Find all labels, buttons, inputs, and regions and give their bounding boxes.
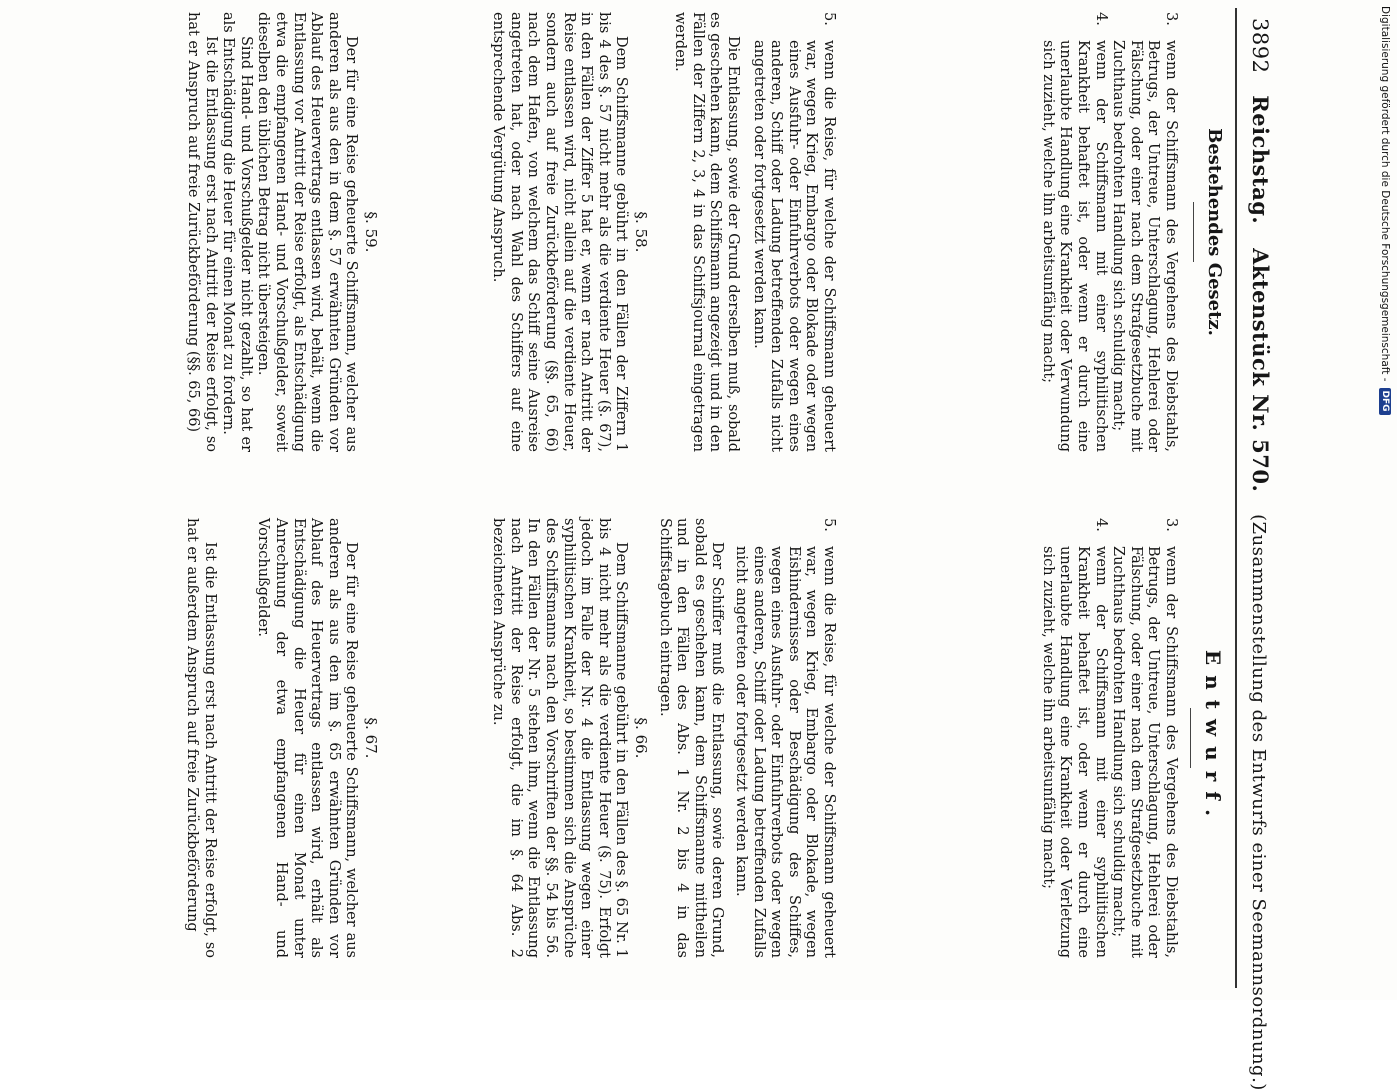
column-heading-rule-right: [1190, 708, 1191, 768]
column-draft: [69, 518, 1229, 958]
watermark-line: [1376, 6, 1394, 996]
page-header: [1237, 8, 1277, 1091]
left-item-3: [1109, 12, 1179, 452]
left-item-4: [1038, 12, 1108, 452]
section-text: Dem Schiffsmanne gebührt in den Fällen des §. 65 Nr. 1 bis 4 nicht mehr als die verdiente Heuer (§. 75). Erfolgt jedoch im Falle der Nr. 4 die Entlassung wegen einer syphilitischen Krankheit, so bestimmen sich die Ansprüche des Schiffsmanns nach den Vorschriften der §§. 54 bis 56. In den Fällen der Nr. 5 stehen ihm, wenn die Entlassung nach Antritt der Reise erfolgt, die im §. 64 Abs. 2 bezeichneten Ansprüche zu.: [490, 518, 630, 958]
item-number: 3.: [1163, 12, 1179, 26]
item-number: 5.: [821, 12, 837, 26]
left-section-58: [489, 12, 649, 452]
left-item-5: [749, 12, 837, 452]
section-text: Der für eine Reise geheuerte Schiffsmann, welcher aus anderen als aus den in dem §. 57 erwähnten Gründen vor Ablauf des Heuervertrags entlassen wird, behält, wenn die Entlassung vor Antritt der Reise erfolgt, als Entschädigung etwa die empfangenen Hand- und Vorschußgelder, soweit dieselben den üblichen Betrag nicht übersteigen.: [255, 12, 360, 452]
right-section-66: [489, 518, 649, 958]
column-heading-rule-left: [1193, 202, 1194, 262]
section-title: §. 66.: [632, 717, 650, 759]
right-para-entlassung: Der Schiffer muß die Entlassung, sowie deren Grund, sobald es geschehen kann, dem Schiffsmanne mittheilen und in den Fällen des Abs. 1 Nr. 2 bis 4 in das Schiffstagebuch eintragen.: [656, 518, 726, 958]
item-number: 3.: [1163, 518, 1179, 532]
item-number: 4.: [1092, 518, 1109, 532]
item-text: wenn der Schiffsmann des Vergehens des Diebstahls, Betrugs, der Untreue, Unterschlagung, Hehlerei oder Fälschung, oder einer nach dem Strafgesetzbuche mit Zuchthaus bedrohten Handlung sich schuldig macht;: [1110, 40, 1179, 452]
right-item-4: [1038, 518, 1108, 958]
header-line: [1248, 18, 1273, 1091]
right-item-5-block: [655, 518, 837, 958]
section-text: Ist die Entlassung erst nach Antritt der Reise erfolgt, so hat er außerdem Anspruch auf freie Zurückbeförderung: [184, 518, 218, 958]
watermark-text: Digitalisierung gefördert durch die Deutsche Forschungsgemeinschaft -: [1379, 6, 1391, 382]
dfg-logo-icon: DFG: [1379, 388, 1391, 415]
item-text: wenn die Reise, für welche der Schiffsmann geheuert war, wegen Krieg, Embargo oder Blokade, wegen Eishindernisses oder Beschädigung des Schiffes, wegen eines Ausfuhr- oder Einfuhrverbots oder wegen eines anderen, Schiff oder Ladung betreffenden Zufalls nicht angetreten oder fortgesetzt werden kann.: [733, 546, 837, 958]
section-text: Sind Hand- und Vorschußgelder nicht gezahlt, so hat er als Entschädigung die Heuer für einen Monat zu fordern.: [220, 12, 254, 452]
page-number: 3892: [1248, 18, 1272, 74]
item-number: 4.: [1092, 12, 1109, 26]
item-text: wenn die Reise, für welche der Schiffsmann geheuert war, wegen Krieg, Embargo oder Blokade oder wegen eines Ausfuhr- oder Einfuhrverbots oder wegen eines anderen, Schiff oder Ladung betreffenden Zufalls nicht angetreten oder fortgesetzt werden kann.: [750, 40, 837, 452]
header-subtitle: (Zusammenstellung des Entwurfs einer Seemannsordnung.): [1248, 514, 1269, 1091]
item-text: wenn der Schiffsmann des Vergehens des Diebstahls, Betrugs, der Untreue, Unterschlagung, Hehlerei oder Fälschung, oder einer nach dem Strafgesetzbuche mit Zuchthaus bedrohten Handlung sich schuldig macht;: [1110, 546, 1179, 958]
section-text: Ist die Entlassung erst nach Antritt der Reise erfolgt, so hat er Anspruch auf freie Zurückbeförderung (§§. 65, 66): [185, 12, 219, 452]
header-title: Reichstag.: [1248, 95, 1273, 225]
right-section-67: [183, 518, 379, 958]
left-para-entlassung: Die Entlassung, sowie der Grund derselben muß, sobald es geschehen kann, dem Schiffsmann angezeigt und in den Fällen der Ziffern 2, 3, 4 in das Schiffsjournal eingetragen werden.: [672, 12, 742, 452]
document-page: [55, 8, 1355, 1091]
right-item-5: [731, 518, 837, 958]
left-section-59: [183, 12, 379, 452]
aktenstueck-number: Nr. 570.: [1248, 394, 1273, 493]
item-number: 5.: [821, 518, 837, 532]
column-heading-left: Bestehendes Gesetz.: [1204, 128, 1225, 336]
header-rule: [1235, 8, 1237, 988]
item-text: wenn der Schiffsmann mit einer syphilitischen Krankheit behaftet ist, oder wenn er durch eine unerlaubte Handlung eine Krankheit oder Verwundung sich zuzieht, welche ihn arbeitsunfähig macht;: [1039, 40, 1109, 452]
aktenstueck-label: Aktenstück: [1248, 248, 1273, 387]
item-text: wenn der Schiffsmann mit einer syphilitischen Krankheit behaftet ist, oder wenn er durch eine unerlaubte Handlung eine Krankheit oder Verletzung sich zuzieht, welche ihn arbeitsunfähig macht;: [1039, 546, 1109, 958]
column-existing-law: [69, 12, 1229, 452]
column-heading-right: Entwurf.: [1201, 649, 1225, 827]
section-text: Dem Schiffsmanne gebührt in den Fällen der Ziffern 1 bis 4 des §. 57 nicht mehr als die verdiente Heuer (§. 67), in den Fällen der Ziffer 5 hat er, wenn er nach Antritt der Reise entlassen wird, nicht allein auf die verdiente Heuer, sondern auch auf freie Zurückbeförderung (§§. 65, 66) nach dem Hafen, von welchem das Schiff seine Ausreise angetreten hat, oder nach Wahl des Schiffers auf eine entsprechende Vergütung Anspruch.: [490, 12, 630, 452]
right-item-3: [1109, 518, 1179, 958]
left-items-3-4: [1038, 12, 1179, 452]
section-title: §. 59.: [362, 211, 380, 253]
dfg-watermark: [1376, 6, 1394, 996]
right-items-3-4: [1038, 518, 1179, 958]
left-item-5-block: [671, 12, 837, 452]
section-title: §. 67.: [362, 717, 380, 759]
section-text: Der für eine Reise geheuerte Schiffsmann, welcher aus anderen als aus den im §. 65 erwähnten Gründen vor Ablauf des Heuervertrags entlassen wird, erhält als Entschädigung die Heuer für einen Monat unter Anrechnung der etwa empfangenen Hand- und Vorschußgelder.: [255, 518, 360, 958]
section-title: §. 58.: [632, 211, 650, 253]
